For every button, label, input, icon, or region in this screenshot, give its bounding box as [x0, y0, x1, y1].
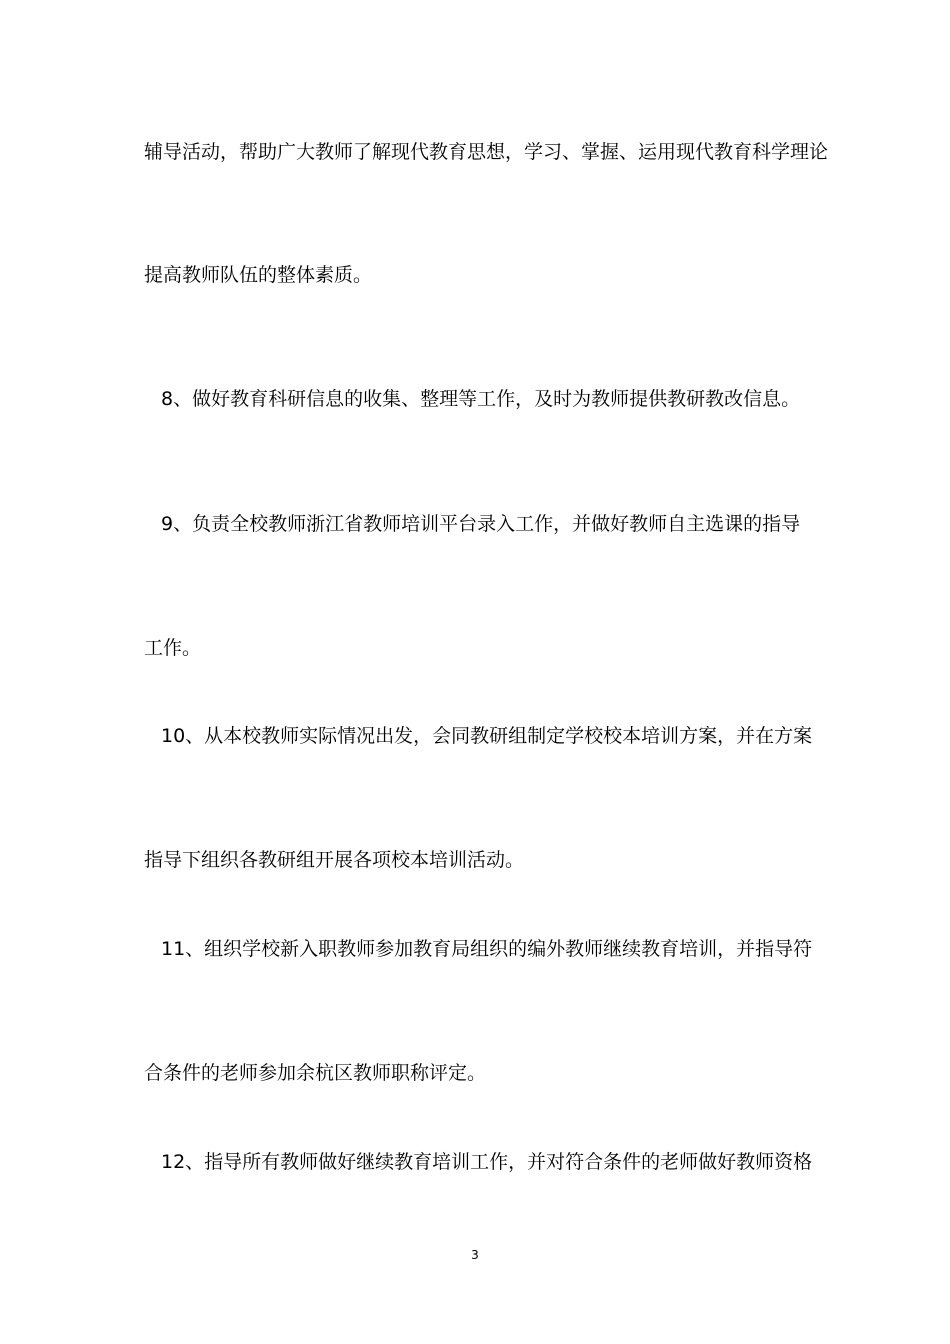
text-line-2: 提高教师队伍的整体素质。	[144, 264, 373, 286]
text-line-6: 10、从本校教师实际情况出发，会同教研组制定学校校本培训方案，并在方案	[161, 725, 813, 747]
text-line-7: 指导下组织各教研组开展各项校本培训活动。	[144, 849, 525, 871]
text-line-9: 合条件的老师参加余杭区教师职称评定。	[144, 1062, 487, 1084]
text-line-8: 11、组织学校新入职教师参加教育局组织的编外教师继续教育培训，并指导符	[161, 938, 813, 960]
text-line-3: 8、做好教育科研信息的收集、整理等工作，及时为教师提供教研教改信息。	[161, 388, 801, 410]
text-line-5: 工作。	[144, 637, 202, 659]
page-number: 3	[471, 1248, 479, 1262]
text-line-1: 辅导活动，帮助广大教师了解现代教育思想，学习、掌握、运用现代教育科学理论	[144, 141, 829, 163]
text-line-4: 9、负责全校教师浙江省教师培训平台录入工作，并做好教师自主选课的指导	[161, 513, 801, 535]
text-line-10: 12、指导所有教师做好继续教育培训工作，并对符合条件的老师做好教师资格	[161, 1151, 813, 1173]
